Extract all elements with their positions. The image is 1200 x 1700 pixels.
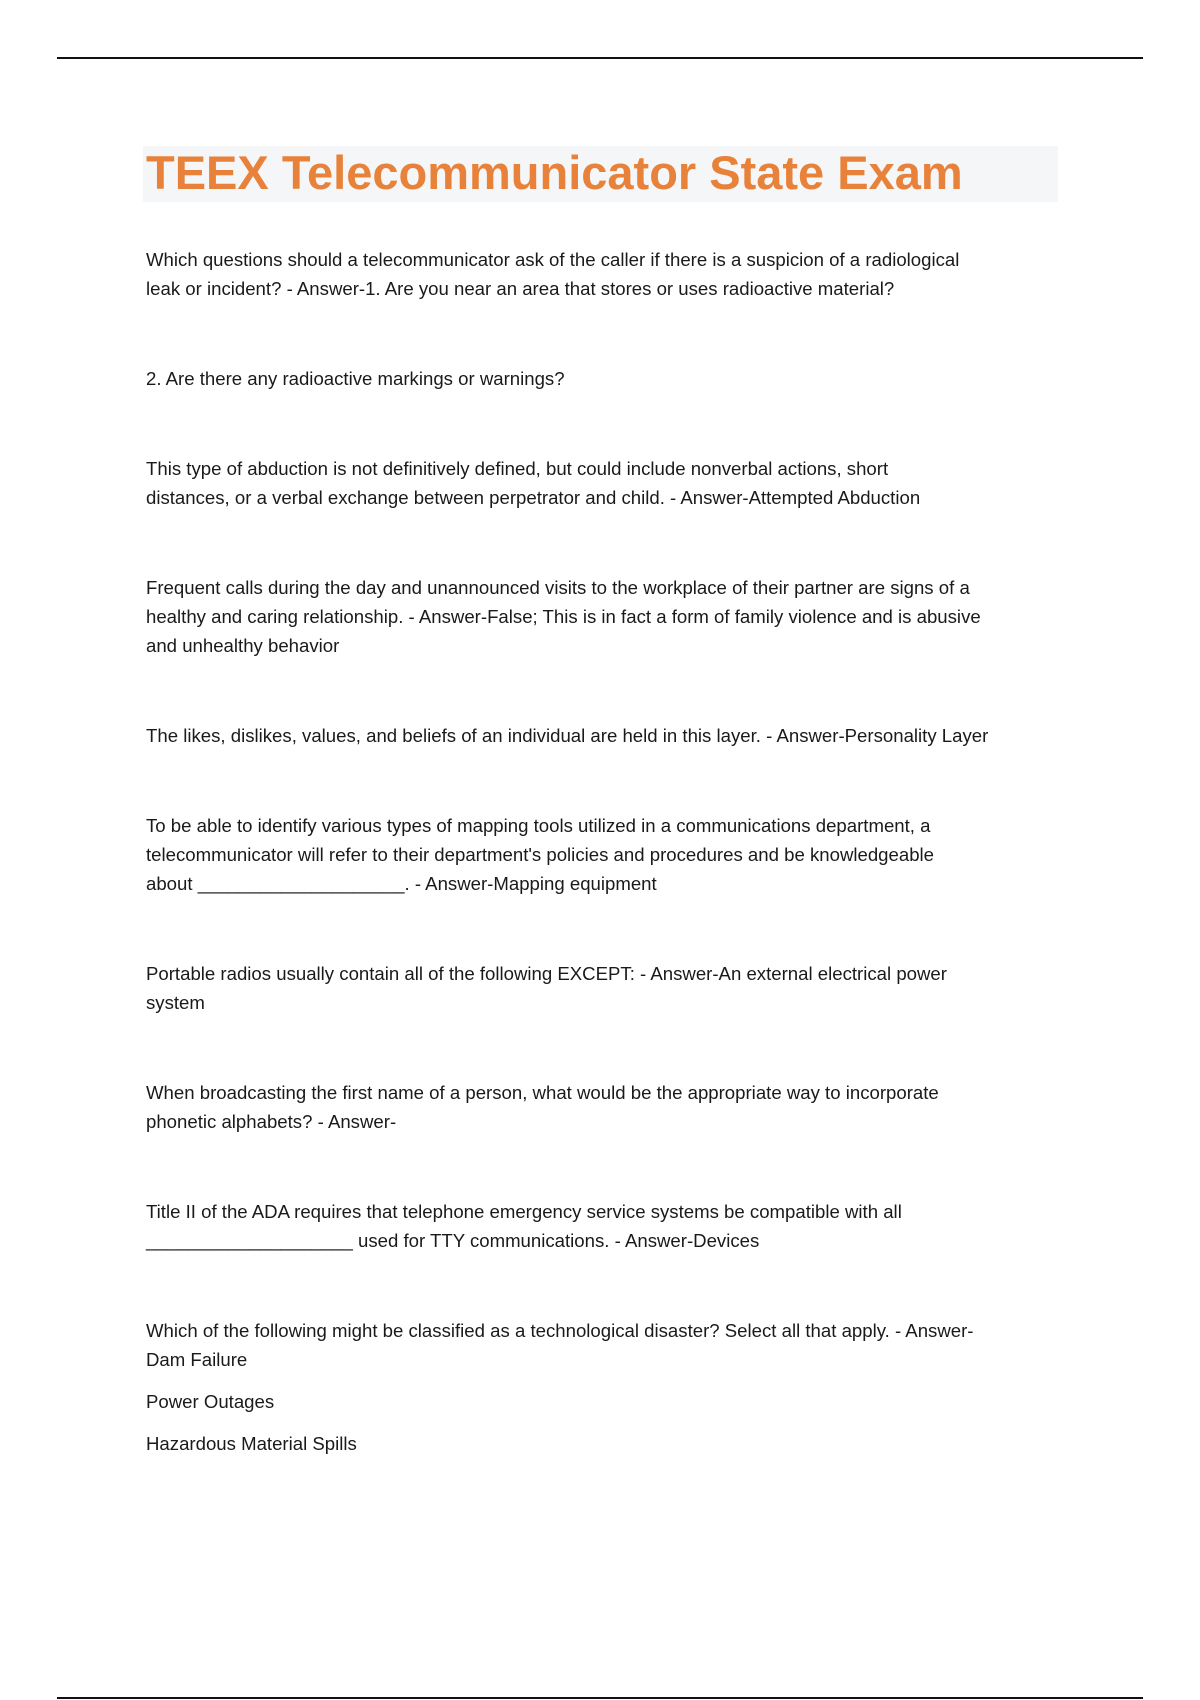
text-line: The likes, dislikes, values, and beliefs of an individual are held in this layer. - Answer-Personality Layer [146,725,989,746]
text-line: When broadcasting the first name of a person, what would be the appropriate way to incorporate [146,1082,939,1103]
qa-entry-radiological [146,245,1061,303]
qa-entry-technological-disaster [146,1316,1061,1374]
text-line: Frequent calls during the day and unannounced visits to the workplace of their partner are signs of a [146,577,970,598]
answer-item-hazardous-spills [146,1429,1061,1458]
text-line: Which of the following might be classified as a technological disaster? Select all that apply. - Answer- [146,1320,974,1341]
text-line: telecommunicator will refer to their department's policies and procedures and be knowledgeable [146,844,935,865]
bottom-rule [57,1697,1143,1699]
text-line: about ____________________. - Answer-Mapping equipment [146,873,657,894]
text-line: This type of abduction is not definitively defined, but could include nonverbal actions, short [146,458,889,479]
document-body [146,245,1061,1458]
text-line: Which questions should a telecommunicator ask of the caller if there is a suspicion of a radiological [146,249,960,270]
text-line: ____________________ used for TTY communications. - Answer-Devices [146,1230,760,1251]
text-line: system [146,992,205,1013]
text-line: Title II of the ADA requires that telephone emergency service systems be compatible with all [146,1201,902,1222]
qa-entry-portable-radios [146,959,1061,1017]
qa-entry-mapping-equipment [146,811,1061,898]
qa-entry-abduction [146,454,1061,512]
text-line: Portable radios usually contain all of the following EXCEPT: - Answer-An external electrical power [146,963,947,984]
top-rule [57,57,1143,59]
text-line: leak or incident? - Answer-1. Are you near an area that stores or uses radioactive material? [146,278,895,299]
text-line: Power Outages [146,1391,275,1412]
document-title: TEEX Telecommunicator State Exam [146,146,963,199]
qa-entry-phonetic-alphabets [146,1078,1061,1136]
text-line: 2. Are there any radioactive markings or warnings? [146,368,565,389]
qa-entry-ada-title-ii [146,1197,1061,1255]
text-line: Hazardous Material Spills [146,1433,357,1454]
qa-entry-personality-layer [146,721,1061,750]
text-line: To be able to identify various types of mapping tools utilized in a communications department, a [146,815,931,836]
text-line: Dam Failure [146,1349,248,1370]
text-line: distances, or a verbal exchange between perpetrator and child. - Answer-Attempted Abduction [146,487,921,508]
text-line: healthy and caring relationship. - Answer-False; This is in fact a form of family violence and is abusive [146,606,981,627]
qa-entry-family-violence [146,573,1061,660]
text-line: phonetic alphabets? - Answer- [146,1111,397,1132]
answer-item-power-outages [146,1387,1061,1416]
qa-entry-radioactive-markings [146,364,1061,393]
text-line: and unhealthy behavior [146,635,340,656]
